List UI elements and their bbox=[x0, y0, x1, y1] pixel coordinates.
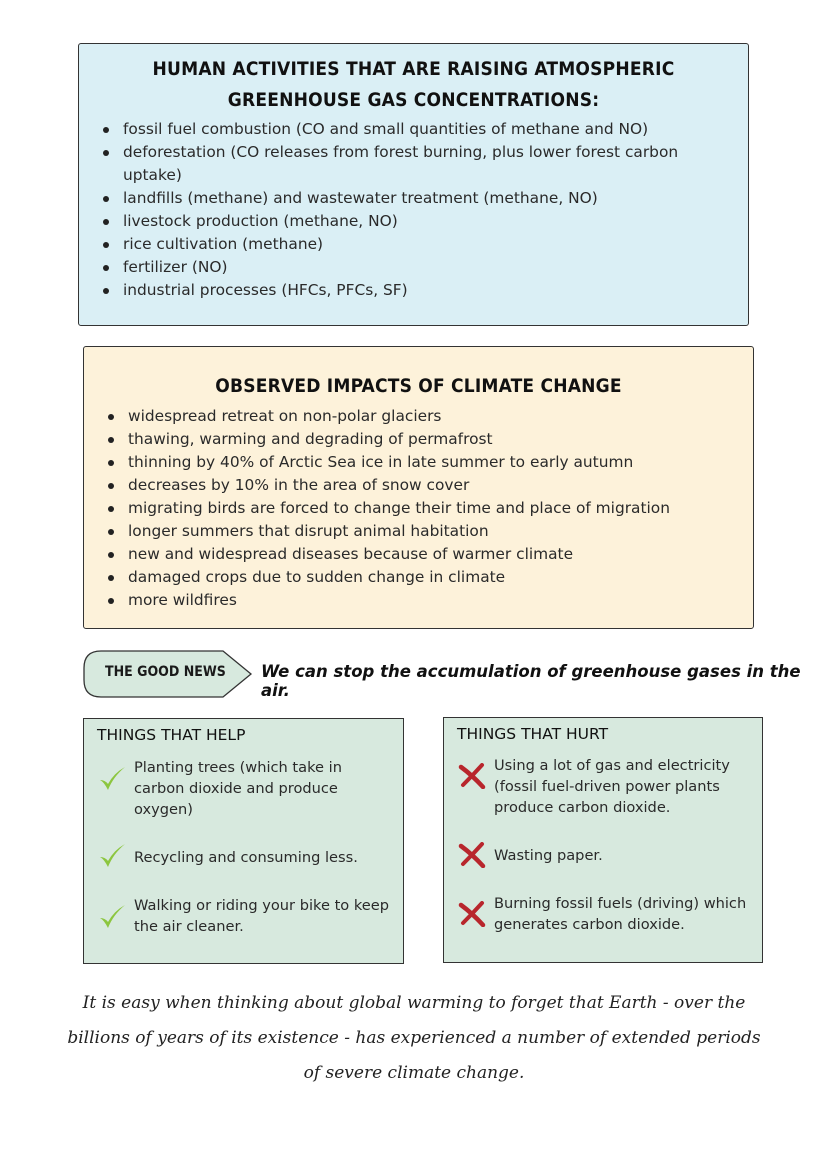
climate-impacts-list bbox=[84, 405, 753, 612]
greenhouse-activities-list bbox=[79, 118, 748, 302]
things-that-help-title: THINGS THAT HELP bbox=[97, 726, 246, 744]
greenhouse-activities-title: HUMAN ACTIVITIES THAT ARE RAISING ATMOSPHERIC GREENHOUSE GAS CONCENTRATIONS: bbox=[152, 58, 675, 111]
help-item-text: Walking or riding your bike to keep the air cleaner. bbox=[134, 897, 390, 935]
list-item: industrial processes (HFCs, PFCs, SF) bbox=[79, 279, 748, 302]
list-item: thawing, warming and degrading of permafrost bbox=[84, 428, 753, 451]
list-item: migrating birds are forced to change their time and place of migration bbox=[84, 497, 753, 520]
list-item: livestock production (methane, NO) bbox=[79, 210, 748, 233]
footer-note: It is easy when thinking about global warming to forget that Earth - over the billions of years of its existence - has experienced a number of extended periods of severe climate change. bbox=[67, 993, 761, 1083]
things-that-help-box bbox=[83, 718, 404, 964]
list-item: landfills (methane) and wastewater treatment (methane, NO) bbox=[79, 187, 748, 210]
list-item: fertilizer (NO) bbox=[79, 256, 748, 279]
help-item-text: Planting trees (which take in carbon dioxide and produce oxygen) bbox=[134, 759, 342, 818]
list-item: decreases by 10% in the area of snow cover bbox=[84, 474, 753, 497]
list-item: new and widespread diseases because of warmer climate bbox=[84, 543, 753, 566]
list-item: thinning by 40% of Arctic Sea ice in late summer to early autumn bbox=[84, 451, 753, 474]
good-news-tag bbox=[83, 650, 253, 698]
check-icon bbox=[98, 842, 126, 870]
list-item: fossil fuel combustion (CO and small quantities of methane and NO) bbox=[79, 118, 748, 141]
climate-impacts-box bbox=[83, 346, 754, 629]
climate-impacts-title: OBSERVED IMPACTS OF CLIMATE CHANGE bbox=[215, 375, 622, 397]
hurt-item-text: Using a lot of gas and electricity (fossil fuel-driven power plants produce carbon dioxide. bbox=[494, 757, 730, 816]
list-item: more wildfires bbox=[84, 589, 753, 612]
list-item: rice cultivation (methane) bbox=[79, 233, 748, 256]
greenhouse-activities-box bbox=[78, 43, 749, 326]
list-item: longer summers that disrupt animal habitation bbox=[84, 520, 753, 543]
help-item-text: Recycling and consuming less. bbox=[134, 849, 358, 866]
things-that-hurt-title: THINGS THAT HURT bbox=[457, 725, 609, 743]
good-news-label: THE GOOD NEWS bbox=[105, 664, 226, 680]
cross-icon bbox=[458, 763, 486, 789]
hurt-item-text: Wasting paper. bbox=[494, 847, 603, 864]
list-item: widespread retreat on non-polar glaciers bbox=[84, 405, 753, 428]
list-item: damaged crops due to sudden change in climate bbox=[84, 566, 753, 589]
check-icon bbox=[98, 903, 126, 931]
cross-icon bbox=[458, 842, 486, 868]
things-that-hurt-box bbox=[443, 717, 763, 963]
check-icon bbox=[98, 765, 126, 793]
list-item: deforestation (CO releases from forest burning, plus lower forest carbon uptake) bbox=[79, 141, 748, 187]
cross-icon bbox=[458, 901, 486, 927]
hurt-item-text: Burning fossil fuels (driving) which generates carbon dioxide. bbox=[494, 895, 747, 933]
good-news-text: We can stop the accumulation of greenhouse gases in the air. bbox=[261, 662, 801, 700]
